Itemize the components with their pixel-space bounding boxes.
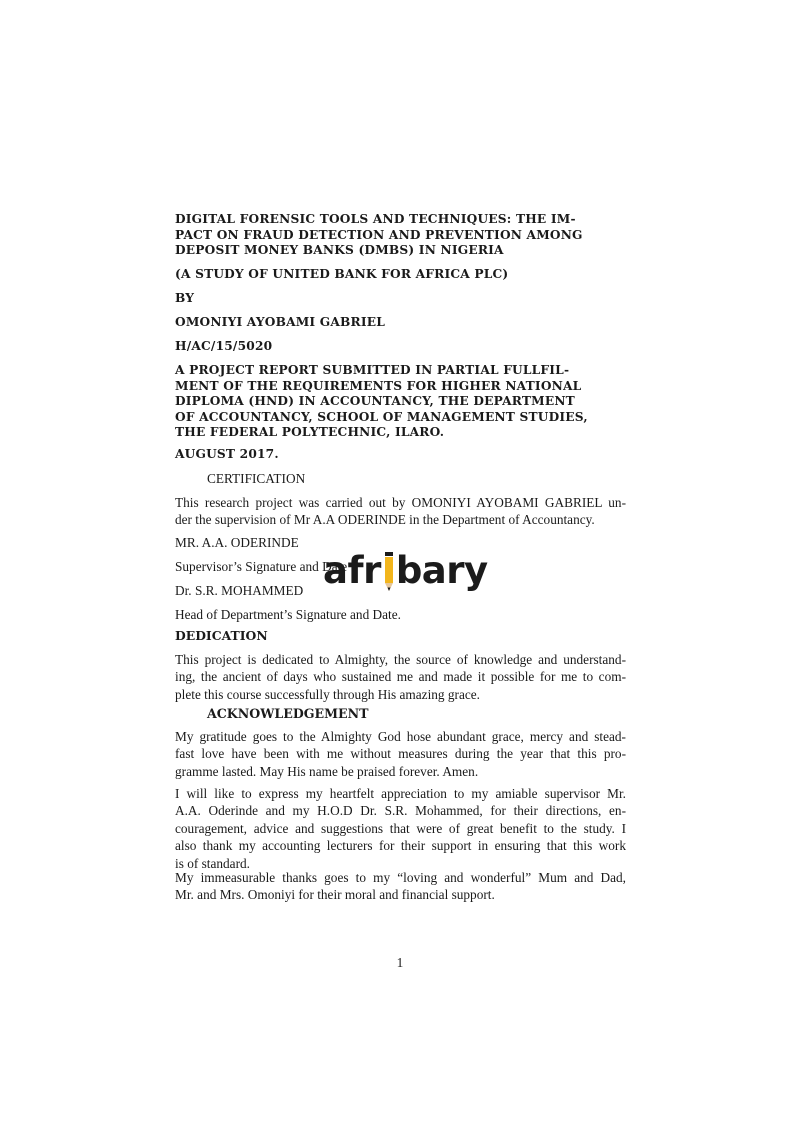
paragraph-line: My immeasurable thanks goes to my “loving and wonderful” Mum and Dad,	[175, 870, 626, 885]
page-number: 1	[396, 955, 404, 970]
submission-date: AUGUST 2017.	[175, 447, 279, 461]
paragraph-line: ing, the ancient of days who sustained me and made it possible for me to com-	[175, 669, 626, 685]
dedication-paragraph	[175, 651, 626, 703]
study-subtitle: (A STUDY OF UNITED BANK FOR AFRICA PLC)	[175, 267, 509, 281]
submission-line: MENT OF THE REQUIREMENTS FOR HIGHER NATIONAL	[175, 378, 582, 393]
hod-name: Dr. S.R. MOHAMMED	[175, 583, 304, 598]
paragraph-line: This research project was carried out by OMONIYI AYOBAMI GABRIEL un-	[175, 495, 626, 510]
dedication-heading: DEDICATION	[175, 628, 268, 643]
acknowledgement-heading: ACKNOWLEDGEMENT	[207, 706, 369, 721]
report-title	[175, 212, 626, 259]
acknowledgement-paragraph-3	[175, 869, 626, 904]
submission-line: DIPLOMA (HND) IN ACCOUNTANCY, THE DEPARTMENT	[175, 394, 575, 409]
title-line: PACT ON FRAUD DETECTION AND PREVENTION AMONG	[175, 227, 583, 242]
matric-number: H/AC/15/5020	[175, 339, 273, 353]
submission-statement	[175, 363, 626, 441]
submission-line: OF ACCOUNTANCY, SCHOOL OF MANAGEMENT STUDIES,	[175, 409, 588, 424]
submission-line: A PROJECT REPORT SUBMITTED IN PARTIAL FULLFIL-	[175, 363, 570, 377]
paragraph-line: Mr. and Mrs. Omoniyi for their moral and financial support.	[175, 887, 495, 903]
pencil-icon	[384, 552, 394, 592]
paragraph-line: A.A. Oderinde and my H.O.D Dr. S.R. Mohammed, for their directions, en-	[175, 803, 626, 819]
paragraph-line: also thank my accounting lecturers for their support in ensuring that this work	[175, 838, 626, 854]
supervisor-signature-line: Supervisor’s Signature and Date	[175, 559, 348, 574]
paragraph-line: This project is dedicated to Almighty, the source of knowledge and understand-	[175, 652, 626, 667]
watermark-text-right: bary	[395, 548, 488, 592]
supervisor-name: MR. A.A. ODERINDE	[175, 535, 299, 550]
acknowledgement-paragraph-2	[175, 785, 626, 872]
paragraph-line: couragement, advice and suggestions that were of great benefit to the study. I	[175, 820, 626, 836]
submission-line: THE FEDERAL POLYTECHNIC, ILARO.	[175, 425, 445, 440]
by-label: BY	[175, 291, 195, 305]
paragraph-line: der the supervision of Mr A.A ODERINDE in the Department of Accountancy.	[175, 512, 595, 528]
paragraph-line: My gratitude goes to the Almighty God hose abundant grace, mercy and stead-	[175, 729, 626, 744]
hod-signature-line: Head of Department’s Signature and Date.	[175, 607, 401, 622]
certification-heading: CERTIFICATION	[207, 471, 306, 486]
pencil-body	[385, 557, 393, 583]
title-line: DIGITAL FORENSIC TOOLS AND TECHNIQUES: THE IM-	[175, 212, 576, 226]
paragraph-line: gramme lasted. May His name be praised forever. Amen.	[175, 763, 479, 779]
paragraph-line: fast love have been with me without measures during the year that this pro-	[175, 746, 626, 762]
paragraph-line: is of standard.	[175, 855, 250, 871]
paragraph-line: plete this course successfully through His amazing grace.	[175, 686, 480, 702]
afribary-watermark-logo	[323, 548, 488, 592]
certification-paragraph	[175, 494, 626, 529]
author-name: OMONIYI AYOBAMI GABRIEL	[175, 315, 386, 329]
title-line: DEPOSIT MONEY BANKS (DMBS) IN NIGERIA	[175, 243, 504, 258]
watermark-text-left: afr	[323, 548, 381, 592]
acknowledgement-paragraph-1	[175, 728, 626, 780]
paragraph-line: I will like to express my heartfelt appreciation to my amiable supervisor Mr.	[175, 786, 626, 801]
